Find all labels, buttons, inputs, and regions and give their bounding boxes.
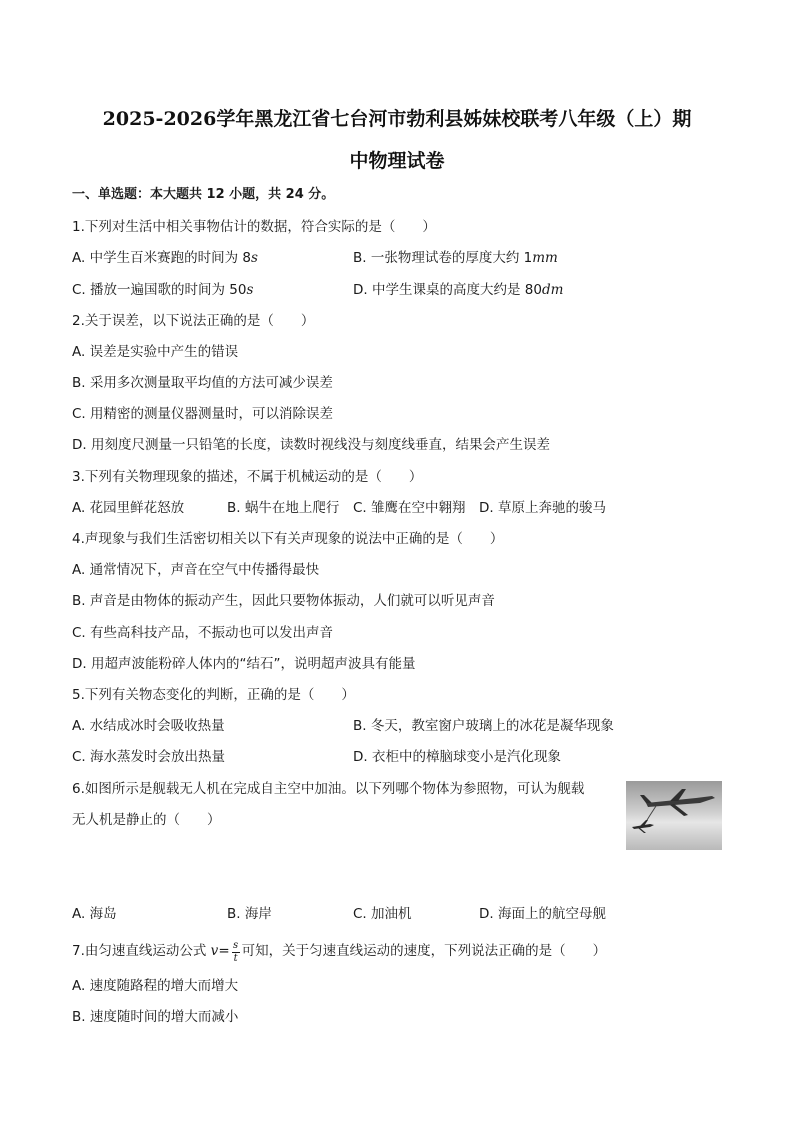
q7-stem-suffix: 可知，关于匀速直线运动的速度，下列说法正确的是（ ） [241, 943, 607, 959]
q6-option-d: D. 海面上的航空母舰 [479, 906, 606, 922]
q2-option-a: A. 误差是实验中产生的错误 [72, 344, 239, 360]
q6-option-a: A. 海岛 [72, 906, 117, 922]
q5-option-a: A. 水结成冰时会吸收热量 [72, 718, 225, 734]
q6-stem-line-1: 6.如图所示是舰载无人机在完成自主空中加油。以下列哪个物体为参照物，可认为舰载 [72, 781, 585, 797]
formula-v: v [210, 943, 219, 959]
q7-option-a: A. 速度随路程的增大而增大 [72, 978, 239, 994]
q1-option-a: A. 中学生百米赛跑的时间为 8s [72, 250, 258, 266]
formula-fraction [232, 941, 240, 964]
formula-numerator: s [233, 940, 239, 951]
q7-stem-prefix: 7.由匀速直线运动公式 [72, 943, 211, 959]
q3-option-c: C. 雏鹰在空中翱翔 [353, 500, 466, 516]
q5-option-d: D. 衣柜中的樟脑球变小是汽化现象 [353, 749, 561, 765]
q4-stem: 4.声现象与我们生活密切相关以下有关声现象的说法中正确的是（ ） [72, 531, 504, 547]
q1-option-b: B. 一张物理试卷的厚度大约 1mm [353, 250, 558, 266]
q4-option-a: A. 通常情况下，声音在空气中传播得最快 [72, 562, 320, 578]
q1-stem: 1.下列对生活中相关事物估计的数据，符合实际的是（ ） [72, 219, 436, 235]
q4-option-d: D. 用超声波能粉碎人体内的“结石”，说明超声波具有能量 [72, 656, 416, 672]
formula-equals: = [218, 943, 230, 959]
q3-option-d: D. 草原上奔驰的骏马 [479, 500, 606, 516]
q2-option-d: D. 用刻度尺测量一只铅笔的长度，读数时视线没与刻度线垂直，结果会产生误差 [72, 437, 550, 453]
q5-option-c: C. 海水蒸发时会放出热量 [72, 749, 226, 765]
q1-option-c: C. 播放一遍国歌的时间为 50s [72, 282, 254, 298]
exam-title-line-1: 2025-2026学年黑龙江省七台河市勃利县姊妹校联考八年级（上）期 [102, 108, 692, 130]
q6-stem-line-2: 无人机是静止的（ ） [72, 812, 221, 828]
q6-option-c: C. 加油机 [353, 906, 412, 922]
q2-option-c: C. 用精密的测量仪器测量时，可以消除误差 [72, 406, 334, 422]
q1-option-d: D. 中学生课桌的高度大约是 80dm [353, 282, 564, 298]
exam-title-line-2: 中物理试卷 [349, 150, 445, 172]
formula-denominator: t [233, 953, 238, 964]
q4-option-b: B. 声音是由物体的振动产生，因此只要物体振动，人们就可以听见声音 [72, 593, 495, 609]
q3-stem: 3.下列有关物理现象的描述，不属于机械运动的是（ ） [72, 469, 423, 485]
q5-stem: 5.下列有关物态变化的判断，正确的是（ ） [72, 687, 355, 703]
q7-stem [72, 941, 606, 964]
section-heading: 一、单选题：本大题共 12 小题，共 24 分。 [72, 187, 335, 202]
q3-option-b: B. 蜗牛在地上爬行 [227, 500, 340, 516]
q6-option-b: B. 海岸 [227, 906, 272, 922]
q2-option-b: B. 采用多次测量取平均值的方法可减少误差 [72, 375, 333, 391]
q2-stem: 2.关于误差，以下说法正确的是（ ） [72, 313, 315, 329]
q7-option-b: B. 速度随时间的增大而减小 [72, 1009, 239, 1025]
q3-option-a: A. 花园里鲜花怒放 [72, 500, 185, 516]
q4-option-c: C. 有些高科技产品，不振动也可以发出声音 [72, 625, 334, 641]
refueling-drone-photo [626, 781, 722, 850]
q5-option-b: B. 冬天，教室窗户玻璃上的冰花是凝华现象 [353, 718, 614, 734]
